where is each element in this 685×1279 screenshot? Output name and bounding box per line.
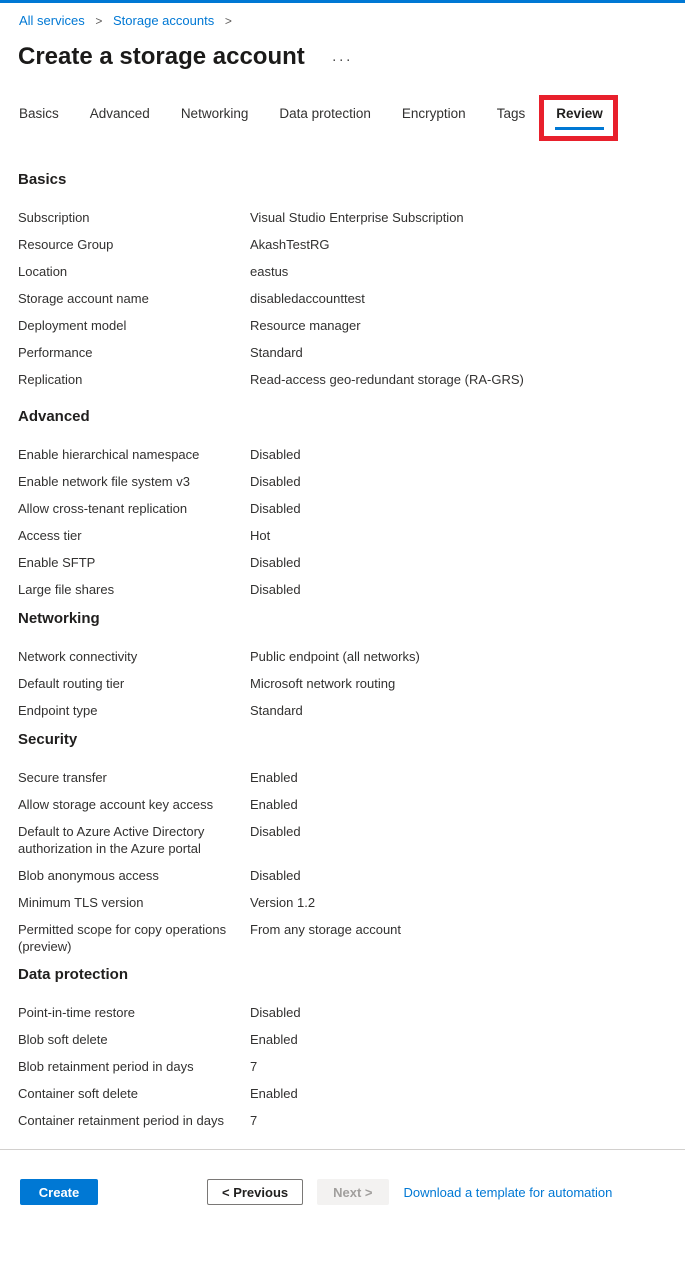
field-value: 7 — [250, 1113, 258, 1128]
review-row — [18, 344, 685, 361]
tab-bar — [0, 100, 685, 130]
field-value: Disabled — [250, 501, 301, 516]
tab-networking[interactable] — [180, 100, 250, 130]
create-button[interactable]: Create — [20, 1179, 98, 1205]
field-value: Enabled — [250, 1086, 298, 1101]
review-content — [0, 170, 685, 1129]
field-value: Standard — [250, 703, 303, 718]
review-row — [18, 446, 685, 463]
next-button[interactable]: Next > — [317, 1179, 388, 1205]
previous-button[interactable]: < Previous — [207, 1179, 303, 1205]
tab-label: Data protection — [279, 106, 371, 121]
field-label: Enable SFTP — [18, 555, 96, 570]
field-label: Minimum TLS version — [18, 895, 144, 910]
field-label: Resource Group — [18, 237, 114, 252]
review-row — [18, 675, 685, 692]
section-data-protection — [18, 965, 685, 1129]
review-row — [18, 554, 685, 571]
field-label: Large file shares — [18, 582, 115, 597]
review-row — [18, 1031, 685, 1048]
review-row — [18, 1058, 685, 1075]
review-row — [18, 796, 685, 813]
review-row — [18, 317, 685, 334]
tab-advanced[interactable] — [89, 100, 151, 130]
field-value: Enabled — [250, 770, 298, 785]
field-label: Network connectivity — [18, 649, 138, 664]
section-basics — [18, 170, 685, 388]
field-value: disabledaccounttest — [250, 291, 365, 306]
review-row — [18, 290, 685, 307]
field-label: Access tier — [18, 528, 82, 543]
field-label: Allow cross-tenant replication — [18, 501, 188, 516]
field-label: Blob soft delete — [18, 1032, 108, 1047]
section-heading: Data protection — [18, 966, 129, 983]
review-row — [18, 823, 685, 857]
field-label: Blob anonymous access — [18, 868, 159, 883]
field-value: Microsoft network routing — [250, 676, 396, 691]
field-label: Subscription — [18, 210, 90, 225]
field-label: Deployment model — [18, 318, 127, 333]
breadcrumb-separator: > — [224, 14, 232, 28]
review-row — [18, 500, 685, 517]
tab-tags[interactable] — [496, 100, 527, 130]
tab-label: Networking — [180, 106, 249, 121]
field-value: Enabled — [250, 1032, 298, 1047]
review-row — [18, 263, 685, 280]
tab-review[interactable] — [555, 100, 604, 130]
field-label: Secure transfer — [18, 770, 107, 785]
field-label: Container soft delete — [18, 1086, 138, 1101]
review-row — [18, 1085, 685, 1102]
field-label: Enable hierarchical namespace — [18, 447, 200, 462]
review-row — [18, 1112, 685, 1129]
field-value: Disabled — [250, 1005, 301, 1020]
field-value: Standard — [250, 345, 303, 360]
field-label: Replication — [18, 372, 83, 387]
field-label: Default routing tier — [18, 676, 125, 691]
tab-label: Basics — [19, 106, 59, 121]
field-label: Container retainment period in days — [18, 1113, 224, 1128]
review-row — [18, 769, 685, 786]
review-row — [18, 702, 685, 719]
field-value: Visual Studio Enterprise Subscription — [250, 210, 464, 225]
field-value: Disabled — [250, 824, 301, 839]
page-title: Create a storage account — [18, 43, 305, 70]
field-label: Enable network file system v3 — [18, 474, 190, 489]
field-value: Disabled — [250, 555, 301, 570]
field-label: Location — [18, 264, 68, 279]
tab-basics[interactable] — [18, 100, 60, 130]
section-heading: Basics — [18, 171, 67, 188]
review-row — [18, 236, 685, 253]
field-value: Read-access geo-redundant storage (RA-GRS) — [250, 372, 524, 387]
field-value: AkashTestRG — [250, 237, 330, 252]
field-label: Allow storage account key access — [18, 797, 214, 812]
field-value: Disabled — [250, 447, 301, 462]
field-label: Storage account name — [18, 291, 149, 306]
field-value: Version 1.2 — [250, 895, 316, 910]
section-heading: Advanced — [18, 408, 90, 425]
section-heading: Security — [18, 731, 78, 748]
field-value: From any storage account — [250, 922, 402, 937]
review-row — [18, 921, 685, 955]
breadcrumb-separator: > — [95, 14, 103, 28]
section-heading: Networking — [18, 610, 100, 627]
field-label: Endpoint type — [18, 703, 98, 718]
review-row — [18, 473, 685, 490]
footer-action-bar — [0, 1149, 685, 1205]
breadcrumb-link-storage-accounts[interactable]: Storage accounts — [113, 13, 215, 28]
tab-label: Advanced — [89, 106, 150, 121]
field-label: Blob retainment period in days — [18, 1059, 194, 1074]
review-row — [18, 648, 685, 665]
tab-encryption[interactable] — [401, 100, 467, 130]
field-value: Public endpoint (all networks) — [250, 649, 420, 664]
review-row — [18, 209, 685, 226]
field-value: Enabled — [250, 797, 298, 812]
review-row — [18, 894, 685, 911]
field-value: Disabled — [250, 474, 301, 489]
tab-data-protection[interactable] — [278, 100, 372, 130]
tab-label: Tags — [496, 106, 526, 121]
field-value: eastus — [250, 264, 289, 279]
review-row — [18, 371, 685, 388]
field-value: 7 — [250, 1059, 258, 1074]
field-value: Hot — [250, 528, 271, 543]
field-label: Point-in-time restore — [18, 1005, 136, 1020]
field-value: Resource manager — [250, 318, 361, 333]
section-security — [18, 730, 685, 955]
breadcrumb-link-all-services[interactable]: All services — [19, 13, 85, 28]
section-advanced — [18, 407, 685, 598]
active-tab-underline — [555, 127, 604, 130]
field-value: Disabled — [250, 582, 301, 597]
review-row — [18, 581, 685, 598]
review-row — [18, 527, 685, 544]
field-label: Performance — [18, 345, 93, 360]
more-options-button[interactable]: ··· — [331, 51, 353, 68]
tab-label: Review — [556, 106, 603, 121]
tab-label: Encryption — [401, 106, 466, 121]
review-row — [18, 1004, 685, 1021]
breadcrumb — [0, 3, 685, 30]
field-label: Default to Azure Active Directory authorization in the Azure portal — [18, 824, 205, 856]
field-label: Permitted scope for copy operations (preview) — [18, 922, 227, 954]
page-header — [18, 42, 685, 72]
section-networking — [18, 609, 685, 719]
download-template-link[interactable]: Download a template for automation — [403, 1184, 613, 1200]
review-row — [18, 867, 685, 884]
field-value: Disabled — [250, 868, 301, 883]
